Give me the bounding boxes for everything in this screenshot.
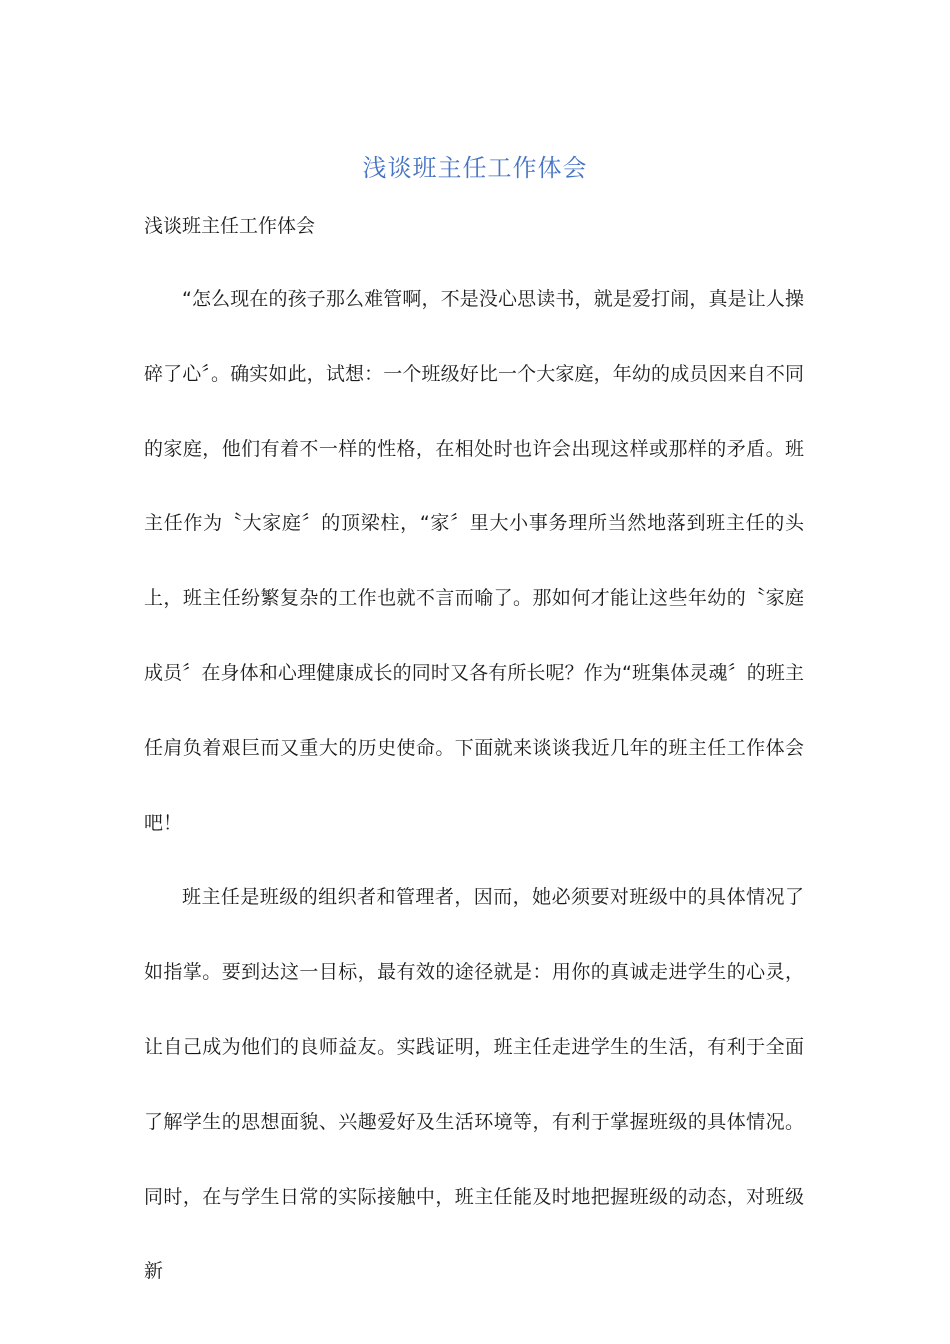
paragraph-1: “怎么现在的孩子那么难管啊，不是没心思读书，就是爱打闹，真是让人操碎了心〞。确实如此，试想：一个班级好比一个大家庭，年幼的成员因来自不同的家庭，他们有着不一样的性格，在相处时也许会出现这样或那样的矛盾。班主任作为〝大家庭〞的顶梁柱，“家〞里大小事务理所当然地落到班主任的头上，班主任纷繁复杂的工作也就不言而喻了。那如何才能让这些年幼的〝家庭成员〞在身体和心理健康成长的同时又各有所长呢？作为“班集体灵魂〞的班主任肩负着艰巨而又重大的历史使命。下面就来谈谈我近几年的班主任工作体会吧！	[144, 288, 804, 834]
paragraph-2: 班主任是班级的组织者和管理者，因而，她必须要对班级中的具体情况了如指掌。要到达这一目标，最有效的途径就是：用你的真诚走进学生的心灵，让自己成为他们的良师益友。实践证明，班主任走进学生的生活，有利于全面了解学生的思想面貌、兴趣爱好及生活环境等，有利于掌握班级的具体情况。同时，在与学生日常的实际接触中，班主任能及时地把握班级的动态，对班级新	[144, 886, 804, 1283]
document-subtitle: 浅谈班主任工作体会	[144, 215, 316, 237]
document-body	[144, 262, 804, 1309]
document-title: 浅谈班主任工作体会	[362, 154, 588, 182]
